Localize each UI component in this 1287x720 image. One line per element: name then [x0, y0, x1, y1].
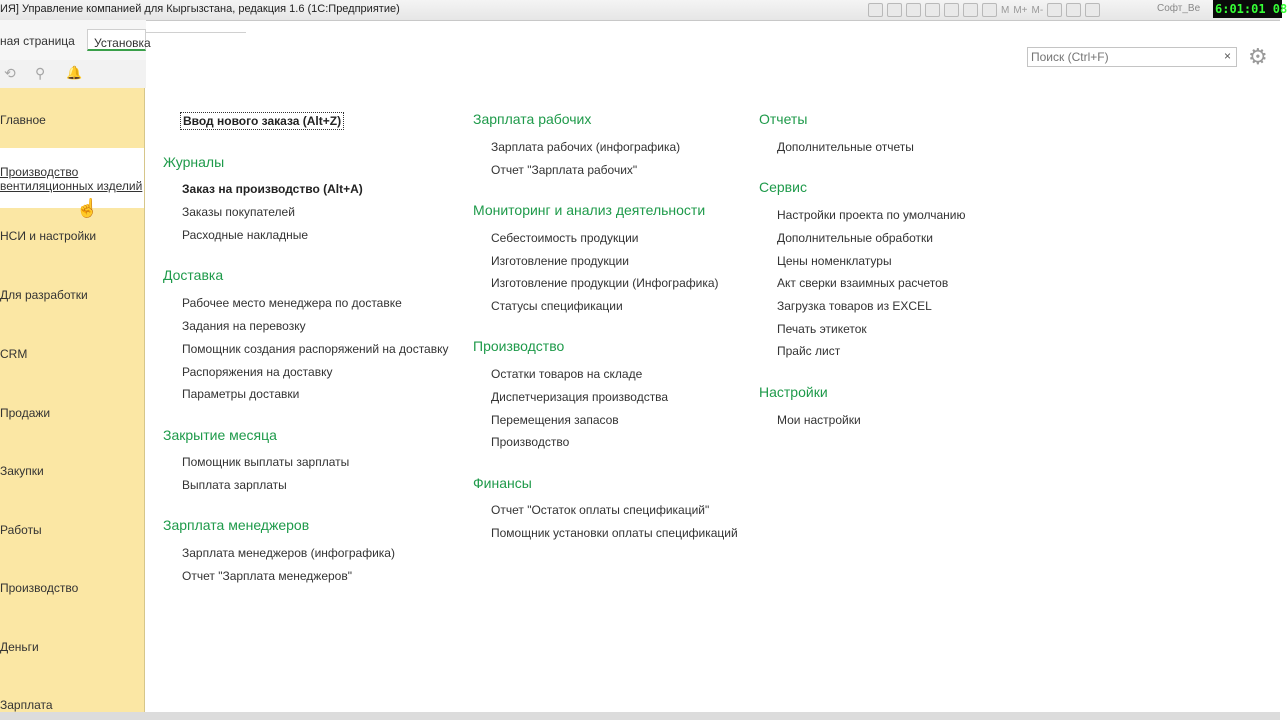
group-month-close-title: Закрытие месяца	[163, 427, 277, 443]
sidebar-item-nsi-settings[interactable]: НСИ и настройки	[0, 229, 97, 243]
link-spec-statuses[interactable]: Статусы спецификации	[491, 299, 623, 313]
group-settings-title: Настройки	[759, 384, 828, 400]
title-bar	[0, 0, 1287, 21]
save-icon[interactable]	[868, 3, 883, 17]
tabs-bar	[0, 20, 151, 61]
sidebar-item-development[interactable]: Для разработки	[0, 288, 88, 302]
group-worker-salary-title: Зарплата рабочих	[473, 111, 592, 127]
link-salary-payment-assistant[interactable]: Помощник выплаты зарплаты	[182, 455, 350, 469]
group-delivery-title: Доставка	[163, 267, 224, 283]
sidebar-item-label: Производство	[0, 165, 79, 179]
gear-icon[interactable]: ⚙	[1248, 44, 1268, 69]
group-finance-title: Финансы	[473, 475, 532, 491]
sidebar-item-works[interactable]: Работы	[0, 523, 42, 537]
status-bar	[0, 712, 1280, 720]
link-spec-payment-assistant[interactable]: Помощник установки оплаты спецификаций	[491, 526, 738, 540]
link-invoices[interactable]: Расходные накладные	[182, 228, 309, 242]
tab-setup[interactable]: Установка	[87, 29, 146, 51]
link-reconciliation-act[interactable]: Акт сверки взаимных расчетов	[777, 276, 949, 290]
folder-icon[interactable]	[1047, 3, 1062, 17]
print-icon[interactable]	[887, 3, 902, 17]
link-stock-transfers[interactable]: Перемещения запасов	[491, 413, 619, 427]
memory-plus-button[interactable]: M+	[1013, 4, 1028, 16]
sidebar-item-money[interactable]: Деньги	[0, 640, 39, 654]
new-order-button[interactable]: Ввод нового заказа (Alt+Z)	[180, 112, 344, 130]
memory-button[interactable]: M	[1001, 4, 1010, 16]
clock-overlay: 6:01:01 08	[1215, 2, 1287, 16]
zoom-icon[interactable]	[1066, 3, 1081, 17]
link-worker-salary-report[interactable]: Отчет "Зарплата рабочих"	[491, 163, 638, 177]
sidebar-toolbar	[0, 60, 146, 88]
link-production-order[interactable]: Заказ на производство (Alt+A)	[182, 182, 363, 196]
sidebar-item-main[interactable]: Главное	[0, 113, 46, 127]
link-customer-orders[interactable]: Заказы покупателей	[182, 205, 295, 219]
link-manager-salary-report[interactable]: Отчет "Зарплата менеджеров"	[182, 569, 352, 583]
user-name: Софт_Ве	[1157, 3, 1201, 14]
group-journals-title: Журналы	[163, 154, 225, 170]
link-item-prices[interactable]: Цены номенклатуры	[777, 254, 892, 268]
calendar-icon[interactable]	[982, 3, 997, 17]
preview-icon[interactable]	[906, 3, 921, 17]
group-manager-salary-title: Зарплата менеджеров	[163, 517, 310, 533]
link-spec-payment-balance[interactable]: Отчет "Остаток оплаты спецификаций"	[491, 503, 710, 517]
sidebar-item-purchases[interactable]: Закупки	[0, 464, 44, 478]
history-icon[interactable]: ⟲	[4, 65, 16, 81]
search-icon[interactable]: ⚲	[35, 65, 46, 81]
link-transport-tasks[interactable]: Задания на перевозку	[182, 319, 306, 333]
sidebar-item-label-line2: вентиляционных изделий	[0, 179, 143, 193]
link-product-cost[interactable]: Себестоимость продукции	[491, 231, 639, 245]
sections-sidebar	[0, 88, 145, 712]
sidebar-item-vent-production[interactable]	[0, 148, 144, 208]
window-toolbar	[868, 2, 1100, 18]
link-excel-import[interactable]: Загрузка товаров из EXCEL	[777, 299, 932, 313]
link-delivery-assistant[interactable]: Помощник создания распоряжений на доставку	[182, 342, 449, 356]
group-monitoring-title: Мониторинг и анализ деятельности	[473, 202, 706, 218]
link-salary-payment[interactable]: Выплата зарплаты	[182, 478, 287, 492]
search-input[interactable]	[1028, 48, 1211, 65]
calculator-icon[interactable]	[963, 3, 978, 17]
link-my-settings[interactable]: Мои настройки	[777, 413, 861, 427]
hand-cursor-icon: ☝	[76, 198, 99, 218]
link-delivery-params[interactable]: Параметры доставки	[182, 387, 300, 401]
window-title: ИЯ] Управление компанией для Кыргызстана, редакция 1.6 (1С:Предприятие)	[0, 3, 400, 15]
link-delivery-orders[interactable]: Распоряжения на доставку	[182, 365, 333, 379]
link-project-defaults[interactable]: Настройки проекта по умолчанию	[777, 208, 966, 222]
upload-icon[interactable]	[925, 3, 940, 17]
window-icon[interactable]	[1085, 3, 1100, 17]
link-production[interactable]: Производство	[491, 435, 570, 449]
tabs-divider	[146, 20, 246, 33]
tab-home-page[interactable]: ная страница	[0, 34, 75, 48]
search-box	[1027, 47, 1237, 67]
sidebar-item-crm[interactable]: CRM	[0, 347, 28, 361]
group-service-title: Сервис	[759, 179, 807, 195]
group-reports-title: Отчеты	[759, 111, 808, 127]
link-price-list[interactable]: Прайс лист	[777, 344, 841, 358]
sidebar-item-production[interactable]: Производство	[0, 581, 79, 595]
copy-icon[interactable]	[944, 3, 959, 17]
link-additional-reports[interactable]: Дополнительные отчеты	[777, 140, 914, 154]
link-label-printing[interactable]: Печать этикеток	[777, 322, 867, 336]
link-worker-salary-infographic[interactable]: Зарплата рабочих (инфографика)	[491, 140, 681, 154]
link-additional-processing[interactable]: Дополнительные обработки	[777, 231, 933, 245]
link-stock-balances[interactable]: Остатки товаров на складе	[491, 367, 643, 381]
memory-minus-button[interactable]: M-	[1031, 4, 1044, 16]
sidebar-item-salary[interactable]: Зарплата	[0, 698, 53, 712]
link-production-dispatch[interactable]: Диспетчеризация производства	[491, 390, 669, 404]
sidebar-item-sales[interactable]: Продажи	[0, 406, 51, 420]
clear-search-button[interactable]: ×	[1223, 49, 1231, 63]
link-manager-salary-infographic[interactable]: Зарплата менеджеров (инфографика)	[182, 546, 395, 560]
link-product-manufacturing[interactable]: Изготовление продукции	[491, 254, 629, 268]
link-delivery-workplace[interactable]: Рабочее место менеджера по доставке	[182, 296, 402, 310]
link-manufacturing-infographic[interactable]: Изготовление продукции (Инфографика)	[491, 276, 719, 290]
bell-icon[interactable]: 🔔	[66, 65, 83, 80]
group-production-title: Производство	[473, 338, 565, 354]
